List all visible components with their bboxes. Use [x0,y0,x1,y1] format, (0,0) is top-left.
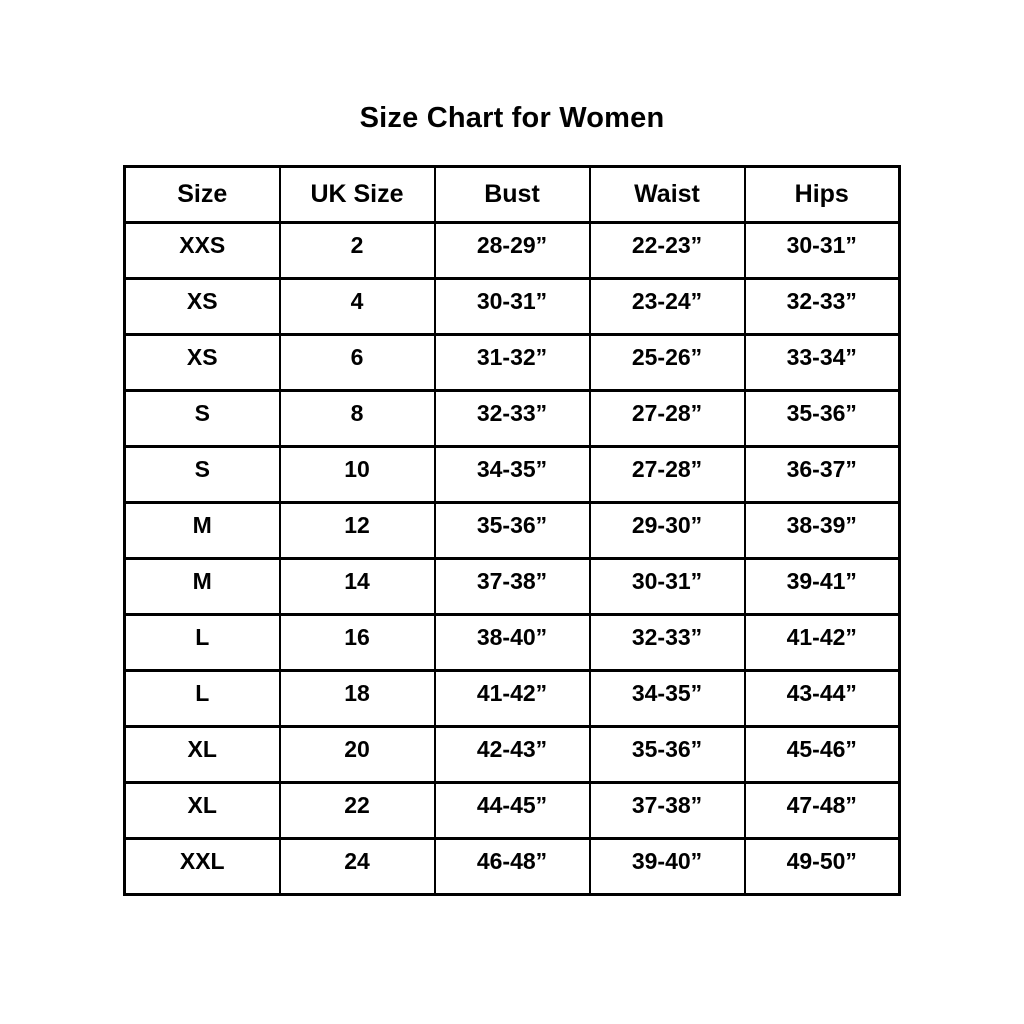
table-cell: 37-38” [435,559,590,615]
table-cell: 39-40” [590,839,745,895]
table-cell: 27-28” [590,447,745,503]
table-cell: 41-42” [745,615,900,671]
header-cell-uk-size: UK Size [280,167,435,223]
table-row [125,559,900,615]
table-cell: 23-24” [590,279,745,335]
table-cell: 30-31” [590,559,745,615]
table-header [125,167,900,223]
table-cell: 34-35” [435,447,590,503]
table-cell: 4 [280,279,435,335]
table-cell: 42-43” [435,727,590,783]
table-cell: 16 [280,615,435,671]
table-cell: 35-36” [745,391,900,447]
table-cell: XXS [125,223,280,279]
table-cell: XL [125,783,280,839]
table-cell: 32-33” [590,615,745,671]
table-header-row [125,167,900,223]
table-row [125,447,900,503]
table-cell: 28-29” [435,223,590,279]
table-cell: 14 [280,559,435,615]
table-cell: 8 [280,391,435,447]
header-cell-hips: Hips [745,167,900,223]
table-cell: 36-37” [745,447,900,503]
table-cell: 33-34” [745,335,900,391]
table-cell: 41-42” [435,671,590,727]
table-cell: S [125,391,280,447]
header-cell-waist: Waist [590,167,745,223]
table-row [125,279,900,335]
table-cell: 29-30” [590,503,745,559]
table-cell: 25-26” [590,335,745,391]
table-cell: M [125,503,280,559]
table-cell: 30-31” [435,279,590,335]
table-cell: 32-33” [435,391,590,447]
table-row [125,503,900,559]
table-cell: 22-23” [590,223,745,279]
table-cell: 45-46” [745,727,900,783]
table-cell: 35-36” [590,727,745,783]
table-cell: 46-48” [435,839,590,895]
table-cell: XS [125,335,280,391]
table-row [125,671,900,727]
table-row [125,223,900,279]
table-cell: 43-44” [745,671,900,727]
table-cell: 24 [280,839,435,895]
table-cell: 12 [280,503,435,559]
table-cell: L [125,615,280,671]
table-cell: M [125,559,280,615]
table-row [125,727,900,783]
table-cell: 32-33” [745,279,900,335]
table-cell: XL [125,727,280,783]
table-cell: 18 [280,671,435,727]
table-cell: L [125,671,280,727]
table-cell: 47-48” [745,783,900,839]
table-cell: 10 [280,447,435,503]
header-cell-size: Size [125,167,280,223]
table-cell: 27-28” [590,391,745,447]
table-cell: 39-41” [745,559,900,615]
table-cell: 44-45” [435,783,590,839]
table-cell: 22 [280,783,435,839]
table-cell: 30-31” [745,223,900,279]
table-cell: 31-32” [435,335,590,391]
size-chart-table [123,165,901,896]
table-cell: 6 [280,335,435,391]
table-row [125,335,900,391]
table-cell: S [125,447,280,503]
table-row [125,615,900,671]
table-cell: 35-36” [435,503,590,559]
table-cell: 34-35” [590,671,745,727]
table-cell: 37-38” [590,783,745,839]
table-row [125,391,900,447]
table-row [125,783,900,839]
header-cell-bust: Bust [435,167,590,223]
table-cell: 49-50” [745,839,900,895]
page-title: Size Chart for Women [359,102,665,134]
table-cell: XXL [125,839,280,895]
table-cell: XS [125,279,280,335]
table-cell: 38-40” [435,615,590,671]
table-cell: 38-39” [745,503,900,559]
table-cell: 2 [280,223,435,279]
table-cell: 20 [280,727,435,783]
table-body [125,223,900,895]
table-row [125,839,900,895]
